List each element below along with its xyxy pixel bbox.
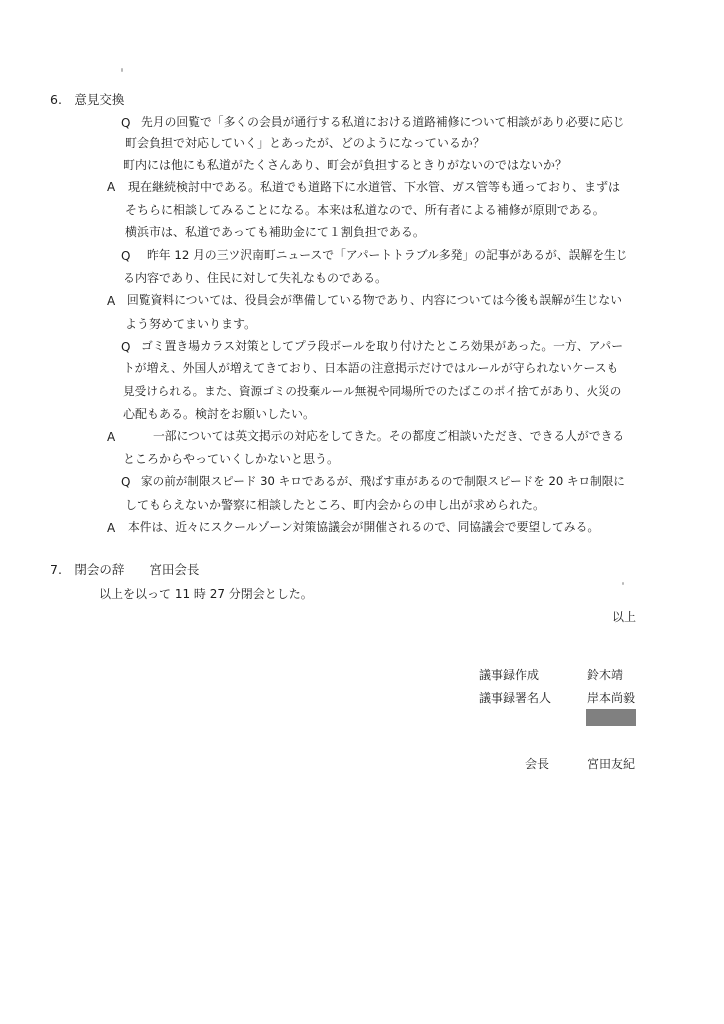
- qa-text: 町会負担で対応していく」とあったが、どのようになっているか？: [125, 136, 485, 150]
- qa-text: 現在継続検討中である。私道でも道路下に水道管、下水管、ガス管等も通っており、まずは: [128, 180, 621, 194]
- redacted-signature: [586, 709, 636, 726]
- qa-marker: A: [107, 294, 116, 308]
- qa-text: 家の前が制限スピード 30 キロであるが、飛ばす車があるので制限スピードを 20 キロ制限に: [141, 474, 625, 488]
- signature-name: 岸本尚毅: [587, 691, 636, 705]
- qa-text: トが増え、外国人が増えてきており、日本語の注意掲示だけではルールが守られないケースも: [123, 361, 619, 375]
- scan-speck: [622, 582, 624, 585]
- signature-name: 宮田友紀: [587, 757, 636, 771]
- section-heading-closing: 7. 閉会の辞 宮田会長: [50, 562, 200, 577]
- scan-speck: [121, 68, 123, 72]
- qa-marker: A: [107, 430, 116, 444]
- qa-marker: Q: [121, 475, 131, 489]
- signature-role: 会長: [525, 757, 550, 771]
- signature-role: 議事録作成: [479, 668, 540, 682]
- signature-role: 議事録署名人: [479, 691, 552, 705]
- closing-statement: 以上を以って 11 時 27 分閉会とした。: [99, 587, 313, 601]
- qa-marker: Q: [121, 116, 131, 130]
- qa-marker: A: [107, 521, 116, 535]
- qa-text: 先月の回覧で「多くの会員が通行する私道における道路補修について相談があり必要に応じ: [141, 115, 625, 129]
- qa-text: 町内には他にも私道がたくさんあり、町会が負担するときりがないのではないか？: [123, 158, 568, 172]
- qa-text: してもらえないか警察に相談したところ、町内会からの申し出が求められた。: [125, 498, 546, 512]
- closing-mark: 以上: [612, 610, 637, 624]
- qa-text: ゴミ置き場カラス対策としてプラ段ボールを取り付けたところ効果があった。一方、アパー: [141, 339, 624, 353]
- qa-text: 心配もある。検討をお願いしたい。: [123, 407, 316, 421]
- qa-text: 本件は、近々にスクールゾーン対策協議会が開催されるので、同協議会で要望してみる。: [128, 520, 600, 534]
- qa-marker: Q: [121, 340, 131, 354]
- qa-marker: Q: [121, 249, 131, 263]
- qa-text: 見受けられる。また、資源ゴミの投棄ルール無視や同場所でのたばこのポイ捨てがあり、火災の: [123, 384, 622, 398]
- qa-text: 一部については英文掲示の対応をしてきた。その都度ご相談いただき、できる人ができる: [153, 429, 625, 443]
- qa-text: よう努めてまいります。: [125, 317, 257, 331]
- signature-name: 鈴木靖: [587, 668, 624, 682]
- section-heading-opinion-exchange: 6. 意見交換: [50, 92, 125, 107]
- qa-marker: A: [107, 180, 116, 194]
- qa-text: ところからやっていくしかないと思う。: [123, 452, 340, 466]
- qa-text: る内容であり、住民に対して失礼なものである。: [123, 271, 388, 285]
- qa-text: 回覧資料については、役員会が準備している物であり、内容については今後も誤解が生じない: [127, 293, 622, 307]
- qa-text: 昨年 12 月の三ツ沢南町ニュースで「アパートトラブル多発」の記事があるが、誤解を生じ: [147, 248, 628, 262]
- qa-text: 横浜市は、私道であっても補助金にて１割負担である。: [125, 225, 425, 239]
- qa-text: そちらに相談してみることになる。本来は私道なので、所有者による補修が原則である。: [125, 203, 605, 217]
